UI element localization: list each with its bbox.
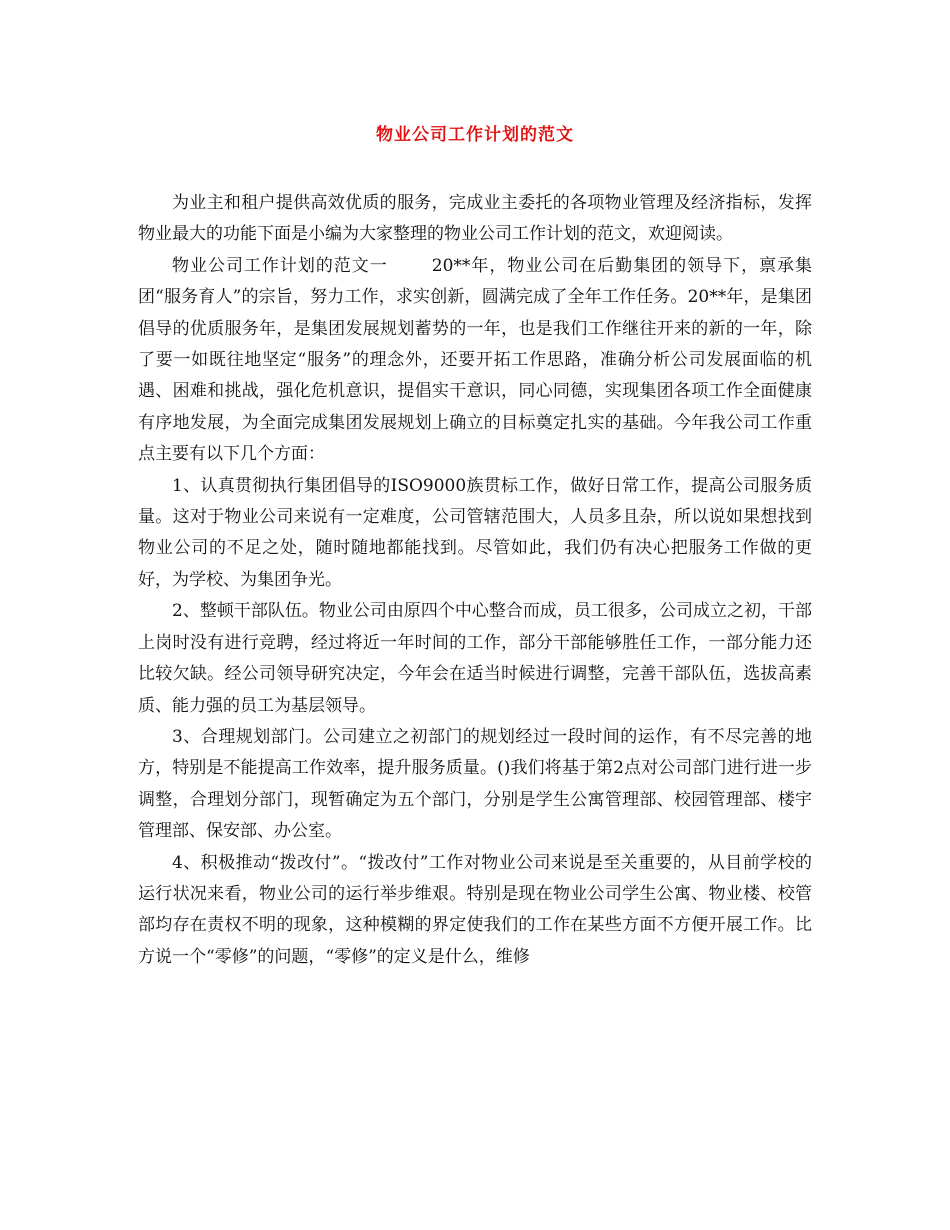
- paragraph-text: 1、认真贯彻执行集团倡导的ISO9000族贯标工作，做好日常工作，提高公司服务质量。这对于物业公司来说有一定难度，公司管辖范围大，人员多且杂，所以说如果想找到物业公司的不足之处，随时随地都能找到。尽管如此，我们仍有决心把服务工作做的更好，为学校、为集团争光。: [138, 475, 812, 590]
- paragraph-intro: [138, 188, 812, 251]
- paragraph-text: 20**年，物业公司在后勤集团的领导下，禀承集团“服务育人”的宗旨，努力工作，求实创新，圆满完成了全年工作任务。20**年，是集团倡导的优质服务年，是集团发展规划蓄势的一年，也是我们工作继往开来的新的一年，除了要一如既往地坚定“服务”的理念外，还要开拓工作思路，准确分析公司发展面临的机遇、困难和挑战，强化危机意识，提倡实干意识，同心同德，实现集团各项工作全面健康有序地发展，为全面完成集团发展规划上确立的目标奠定扎实的基础。今年我公司工作重点主要有以下几个方面：: [138, 255, 813, 465]
- paragraph-item-1: [138, 471, 812, 597]
- paragraph-text: 4、积极推动“拨改付”。“拨改付”工作对物业公司来说是至关重要的，从目前学校的运行状况来看，物业公司的运行举步维艰。特别是现在物业公司学生公寓、物业楼、校管部均存在责权不明的现象，这种模糊的界定使我们的工作在某些方面不方便开展工作。比方说一个“零修”的问题，“零修”的定义是什么，维修: [138, 852, 812, 967]
- paragraph-text: 为业主和租户提供高效优质的服务，完成业主委托的各项物业管理及经济指标，发挥物业最大的功能下面是小编为大家整理的物业公司工作计划的范文，欢迎阅读。: [138, 193, 812, 245]
- paragraph-item-4: [138, 848, 812, 974]
- paragraph-plan-one: [138, 251, 812, 471]
- section-lead: 物业公司工作计划的范文一: [172, 255, 388, 276]
- paragraph-text: 3、合理规划部门。公司建立之初部门的规划经过一段时间的运作，有不尽完善的地方，特别是不能提高工作效率，提升服务质量。()我们将基于第2点对公司部门进行进一步调整，合理划分部门，现暂确定为五个部门，分别是学生公寓管理部、校园管理部、楼宇管理部、保安部、办公室。: [138, 726, 812, 842]
- paragraph-item-2: [138, 596, 812, 722]
- document-body: [138, 188, 812, 973]
- paragraph-text: 2、整顿干部队伍。物业公司由原四个中心整合而成，员工很多，公司成立之初，干部上岗时没有进行竞聘，经过将近一年时间的工作，部分干部能够胜任工作，一部分能力还比较欠缺。经公司领导研究决定，今年会在适当时候进行调整，完善干部队伍，选拔高素质、能力强的员工为基层领导。: [138, 601, 812, 716]
- document-title: 物业公司工作计划的范文: [376, 125, 574, 145]
- paragraph-item-3: [138, 722, 812, 848]
